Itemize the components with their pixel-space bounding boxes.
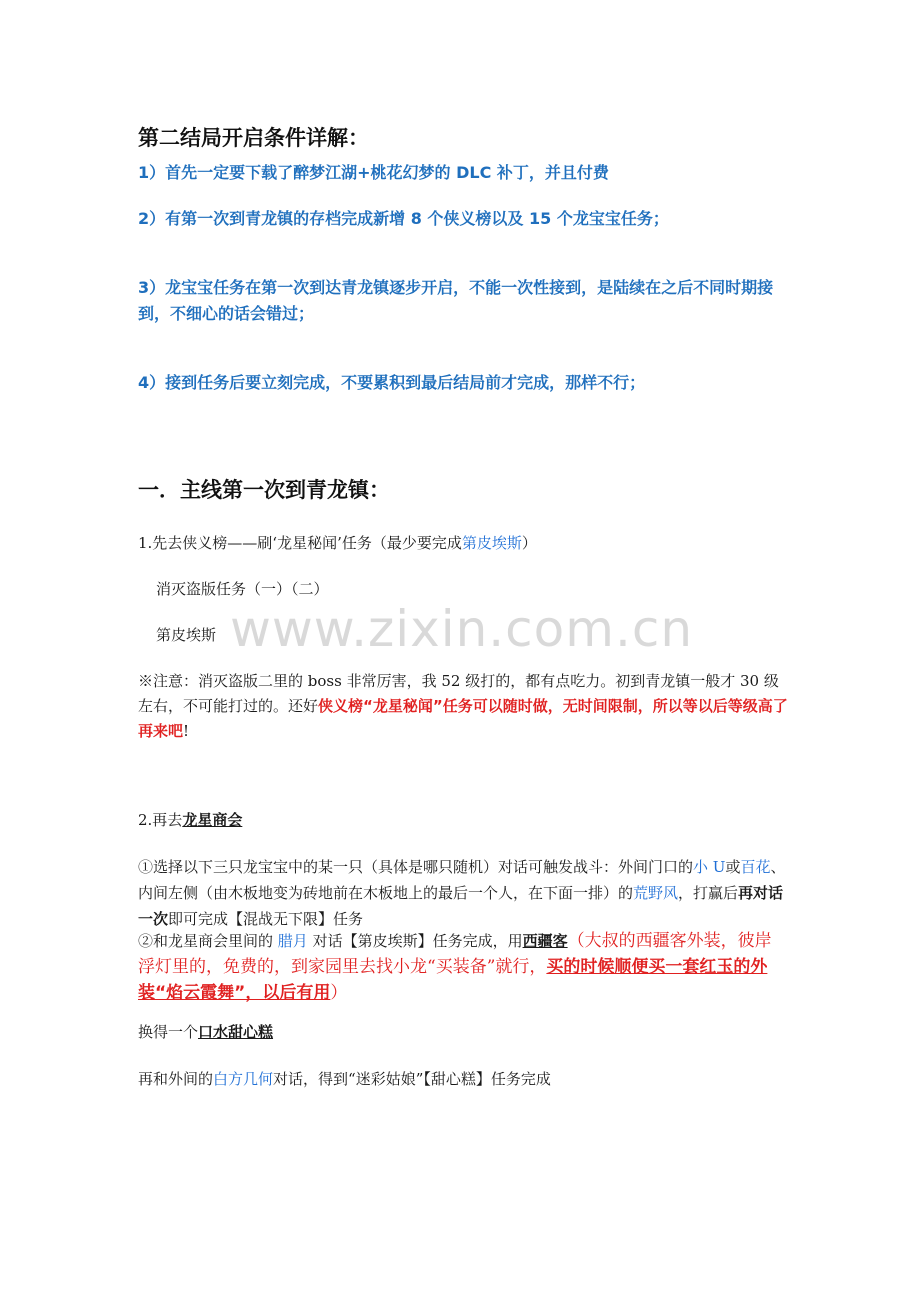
item-xijiangke: 西疆客 [522, 932, 568, 950]
npc-baihua: 百花 [740, 858, 771, 876]
final-line [138, 1068, 788, 1091]
exchange-line [138, 1021, 788, 1044]
note-end: ! [183, 722, 190, 740]
step2-prefix: 2.再去 [138, 811, 183, 829]
step2-place: 龙星商会 [182, 811, 243, 829]
p1-again: 再对话一次 [138, 884, 784, 928]
condition-1: 1）首先一定要下载了醉梦江湖+桃花幻梦的 DLC 补丁，并且付费 [138, 163, 609, 182]
p2-red-3: ） [330, 983, 348, 1003]
p1-d: ，打赢后 [678, 884, 739, 902]
p1-c: 、内间左侧（由木板地变为砖地前在木板地上的最后一个人，在下面一排）的 [138, 858, 786, 902]
npc-layue: 腊月 [277, 932, 308, 950]
p1-a: ①选择以下三只龙宝宝中的某一只（具体是哪只随机）对话可触发战斗：外间门口的 [138, 858, 694, 876]
p1-b: 或 [725, 858, 741, 876]
npc-xiao-u: 小 U [693, 858, 726, 876]
step1-note [138, 669, 788, 744]
exchange-item: 口水甜心糕 [198, 1023, 274, 1041]
p1-e: 即可完成【混战无下限】任务 [168, 910, 364, 928]
step1-suffix: ） [521, 534, 537, 552]
intro-heading: 第二结局开启条件详解： [138, 126, 369, 150]
step1-line-a: 消灭盗版任务（一）（二） [156, 580, 329, 598]
condition-3: 3）龙宝宝任务在第一次到达青龙镇逐步开启，不能一次性接到，是陆续在之后不同时期接到，不细心的话会错过； [138, 278, 774, 323]
watermark: www.zixin.com.cn [230, 600, 694, 658]
p2-red-1: （大叔的西疆客外装，彼岸浮灯里的，免费的，到家园里去找小龙“买装备”就行， [138, 931, 772, 977]
note-red: 侠义榜“龙星秘闻”任务可以随时做，无时间限制，所以等以后等级高了再来吧 [138, 697, 788, 740]
npc-baifangjihe: 白方几何 [213, 1070, 274, 1088]
step1-prefix: 1.先去侠义榜——刷‘龙星秘闻’任务（最少要完成 [138, 534, 462, 552]
step2-line [138, 809, 788, 832]
p2-red-2: 买的时候顺便买一套红玉的外装“焰云霞舞”，以后有用 [138, 957, 768, 1003]
p2-b: 对话【第皮埃斯】任务完成，用 [307, 932, 523, 950]
final-a: 再和外间的 [138, 1070, 214, 1088]
step1-line [138, 532, 788, 555]
step1-highlight: 第皮埃斯 [461, 534, 522, 552]
condition-2: 2）有第一次到青龙镇的存档完成新增 8 个侠义榜以及 15 个龙宝宝任务； [138, 209, 669, 228]
step2-paragraph-1 [138, 854, 788, 932]
npc-huangyefeng: 荒野风 [633, 884, 679, 902]
condition-4: 4）接到任务后要立刻完成，不要累积到最后结局前才完成，那样不行； [138, 373, 646, 392]
exchange-prefix: 换得一个 [138, 1023, 199, 1041]
final-b: 对话，得到“迷彩姑娘”【甜心糕】任务完成 [273, 1070, 551, 1088]
p2-a: ②和龙星商会里间的 [138, 932, 278, 950]
step1-line-b: 第皮埃斯 [156, 626, 217, 644]
section-heading: 一．主线第一次到青龙镇： [138, 478, 390, 502]
note-text: ※注意：消灭盗版二里的 boss 非常厉害，我 52 级打的，都有点吃力。初到青龙镇一般才 30 级左右，不可能打过的。还好 [138, 672, 779, 715]
step2-paragraph-2 [138, 928, 788, 1006]
